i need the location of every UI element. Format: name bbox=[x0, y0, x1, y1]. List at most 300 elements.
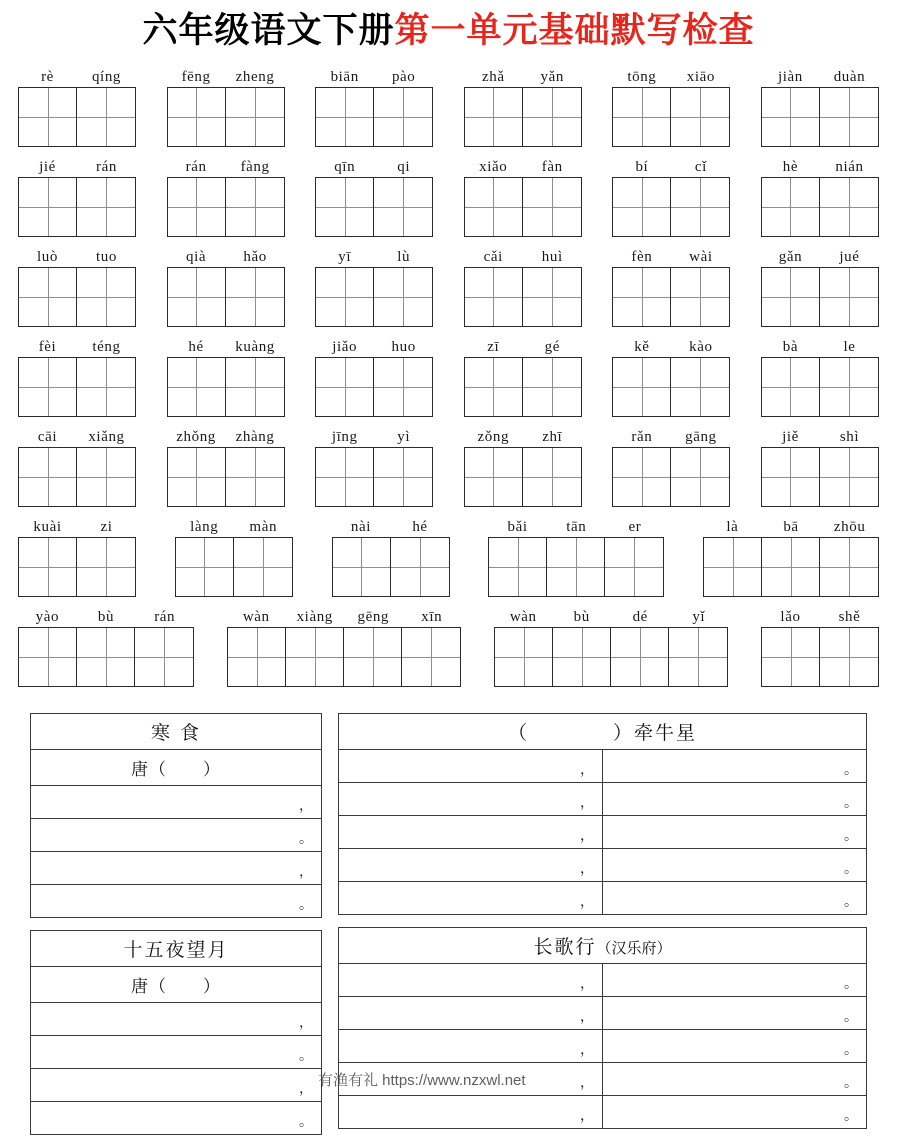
character-write-box[interactable] bbox=[19, 628, 77, 686]
pinyin-label-line bbox=[315, 246, 433, 266]
pinyin-label-line bbox=[18, 246, 136, 266]
poem-column-left bbox=[30, 713, 322, 1147]
pinyin-word-group bbox=[332, 516, 450, 597]
poem-answer-line[interactable]: ， bbox=[339, 964, 603, 997]
pinyin-label-line bbox=[761, 426, 879, 446]
pinyin-label-line bbox=[18, 426, 136, 446]
poem-answer-line[interactable]: 。 bbox=[603, 1063, 867, 1096]
pinyin-syllable: lù bbox=[397, 249, 411, 265]
pinyin-label-line bbox=[464, 246, 582, 266]
table-row bbox=[31, 819, 322, 852]
character-write-box[interactable] bbox=[613, 178, 671, 236]
character-write-box[interactable] bbox=[762, 448, 820, 506]
character-box-group[interactable] bbox=[761, 177, 879, 237]
character-box-group[interactable] bbox=[494, 627, 728, 687]
character-write-box[interactable] bbox=[19, 268, 77, 326]
pinyin-label-line bbox=[612, 426, 730, 446]
character-box-group[interactable] bbox=[612, 267, 730, 327]
character-write-box[interactable] bbox=[19, 538, 77, 596]
character-box-group[interactable] bbox=[18, 87, 136, 147]
character-box-group[interactable] bbox=[18, 267, 136, 327]
pinyin-syllable: pào bbox=[391, 69, 416, 85]
character-write-box[interactable] bbox=[19, 448, 77, 506]
character-write-box[interactable] bbox=[226, 178, 284, 236]
character-box-group[interactable] bbox=[464, 87, 582, 147]
character-write-box[interactable] bbox=[613, 448, 671, 506]
character-write-box[interactable] bbox=[671, 268, 729, 326]
character-write-box[interactable] bbox=[613, 358, 671, 416]
character-box-group[interactable] bbox=[167, 357, 285, 417]
character-box-group[interactable] bbox=[464, 447, 582, 507]
table-row bbox=[339, 750, 867, 783]
character-write-box[interactable] bbox=[77, 628, 135, 686]
pinyin-label-line bbox=[612, 246, 730, 266]
pinyin-label-line bbox=[612, 156, 730, 176]
poem-dictation-section bbox=[0, 713, 897, 1147]
poem-title-source: （汉乐府） bbox=[596, 939, 672, 957]
character-box-group[interactable] bbox=[315, 87, 433, 147]
pinyin-word-group bbox=[612, 246, 730, 327]
pinyin-word-group bbox=[18, 426, 136, 507]
pinyin-label-line bbox=[315, 336, 433, 356]
character-write-box[interactable] bbox=[523, 178, 581, 236]
character-box-group[interactable] bbox=[332, 537, 450, 597]
character-write-box[interactable] bbox=[77, 448, 135, 506]
character-write-box[interactable] bbox=[316, 178, 374, 236]
character-box-group[interactable] bbox=[18, 537, 136, 597]
character-write-box[interactable] bbox=[762, 538, 820, 596]
poem-title-changgexing bbox=[339, 928, 867, 964]
pinyin-syllable: cǎi bbox=[483, 249, 503, 265]
pinyin-row bbox=[18, 336, 879, 417]
poem-answer-line[interactable]: ， bbox=[339, 783, 603, 816]
character-write-box[interactable] bbox=[523, 448, 581, 506]
character-write-box[interactable] bbox=[762, 358, 820, 416]
pinyin-syllable: yì bbox=[397, 429, 411, 445]
character-write-box[interactable] bbox=[465, 88, 523, 146]
pinyin-label-line bbox=[315, 156, 433, 176]
table-row bbox=[31, 967, 322, 1003]
pinyin-syllable: nài bbox=[350, 519, 372, 535]
pinyin-syllable: xiāo bbox=[686, 69, 715, 85]
character-write-box[interactable] bbox=[168, 88, 226, 146]
character-box-group[interactable] bbox=[761, 357, 879, 417]
pinyin-word-group bbox=[18, 336, 136, 417]
page-title-red: 第一单元基础默写检查 bbox=[394, 10, 755, 51]
pinyin-label-line bbox=[167, 246, 285, 266]
table-row bbox=[339, 1063, 867, 1096]
pinyin-label-line bbox=[761, 606, 879, 626]
character-write-box[interactable] bbox=[820, 88, 878, 146]
pinyin-label-line bbox=[315, 426, 433, 446]
pinyin-word-group bbox=[494, 606, 728, 687]
character-box-group[interactable] bbox=[167, 267, 285, 327]
pinyin-label-line bbox=[464, 426, 582, 446]
pinyin-word-group bbox=[315, 426, 433, 507]
pinyin-label-line bbox=[761, 246, 879, 266]
pinyin-syllable: jué bbox=[839, 249, 860, 265]
pinyin-syllable: er bbox=[628, 519, 642, 535]
pinyin-syllable: tān bbox=[566, 519, 587, 535]
pinyin-syllable: wàn bbox=[509, 609, 537, 625]
character-box-group[interactable] bbox=[315, 267, 433, 327]
poem-table-shiwuye bbox=[30, 930, 322, 1135]
character-write-box[interactable] bbox=[671, 358, 729, 416]
pinyin-syllable: jīng bbox=[331, 429, 358, 445]
pinyin-syllable: zǒng bbox=[477, 429, 510, 445]
poem-answer-line[interactable]: 。 bbox=[603, 882, 867, 915]
table-row bbox=[339, 928, 867, 964]
character-write-box[interactable] bbox=[762, 178, 820, 236]
pinyin-word-group bbox=[464, 426, 582, 507]
character-write-box[interactable] bbox=[523, 358, 581, 416]
character-write-box[interactable] bbox=[226, 268, 284, 326]
character-write-box[interactable] bbox=[176, 538, 234, 596]
character-box-group[interactable] bbox=[18, 357, 136, 417]
character-write-box[interactable] bbox=[402, 628, 460, 686]
poem-title-text: 牵牛星 bbox=[634, 722, 698, 744]
table-row bbox=[31, 852, 322, 885]
pinyin-syllable: dé bbox=[632, 609, 648, 625]
character-box-group[interactable] bbox=[464, 177, 582, 237]
pinyin-syllable: rǎn bbox=[631, 429, 653, 445]
pinyin-syllable: zhōu bbox=[833, 519, 866, 535]
character-write-box[interactable] bbox=[226, 88, 284, 146]
pinyin-word-group bbox=[167, 156, 285, 237]
character-write-box[interactable] bbox=[611, 628, 669, 686]
character-write-box[interactable] bbox=[168, 358, 226, 416]
character-write-box[interactable] bbox=[762, 88, 820, 146]
page-title bbox=[0, 0, 897, 54]
character-box-group[interactable] bbox=[761, 87, 879, 147]
character-write-box[interactable] bbox=[613, 88, 671, 146]
character-box-group[interactable] bbox=[703, 537, 879, 597]
table-row bbox=[339, 816, 867, 849]
character-box-group[interactable] bbox=[18, 447, 136, 507]
poem-answer-line[interactable]: 。 bbox=[603, 849, 867, 882]
pinyin-word-group bbox=[761, 336, 879, 417]
poem-answer-line[interactable]: 。 bbox=[31, 1036, 322, 1069]
pinyin-syllable: kuàng bbox=[235, 339, 275, 355]
character-write-box[interactable] bbox=[228, 628, 286, 686]
pinyin-syllable: rán bbox=[154, 609, 176, 625]
character-write-box[interactable] bbox=[19, 358, 77, 416]
poem-answer-line[interactable]: 。 bbox=[603, 997, 867, 1030]
character-write-box[interactable] bbox=[234, 538, 292, 596]
pinyin-word-group bbox=[761, 606, 879, 687]
character-box-group[interactable] bbox=[227, 627, 461, 687]
pinyin-syllable: yǐ bbox=[692, 609, 706, 625]
character-write-box[interactable] bbox=[465, 358, 523, 416]
character-box-group[interactable] bbox=[167, 177, 285, 237]
pinyin-syllable: kě bbox=[634, 339, 650, 355]
character-write-box[interactable] bbox=[374, 358, 432, 416]
character-write-box[interactable] bbox=[316, 358, 374, 416]
pinyin-word-group bbox=[488, 516, 664, 597]
poem-author-hanshi: 唐（ ） bbox=[31, 750, 322, 786]
pinyin-word-group bbox=[167, 336, 285, 417]
pinyin-syllable: làng bbox=[190, 519, 219, 535]
character-box-group[interactable] bbox=[175, 537, 293, 597]
pinyin-syllable: tōng bbox=[627, 69, 657, 85]
character-box-group[interactable] bbox=[488, 537, 664, 597]
character-write-box[interactable] bbox=[226, 358, 284, 416]
pinyin-word-group bbox=[612, 66, 730, 147]
pinyin-label-line bbox=[488, 516, 664, 536]
poem-answer-line[interactable]: ， bbox=[339, 1030, 603, 1063]
pinyin-word-group bbox=[612, 336, 730, 417]
pinyin-label-line bbox=[167, 156, 285, 176]
character-write-box[interactable] bbox=[77, 88, 135, 146]
character-write-box[interactable] bbox=[523, 268, 581, 326]
poem-answer-line[interactable]: 。 bbox=[603, 1030, 867, 1063]
table-row bbox=[31, 885, 322, 918]
character-box-group[interactable] bbox=[18, 177, 136, 237]
pinyin-syllable: màn bbox=[249, 519, 278, 535]
character-write-box[interactable] bbox=[820, 628, 878, 686]
pinyin-syllable: hè bbox=[782, 159, 799, 175]
character-write-box[interactable] bbox=[19, 88, 77, 146]
pinyin-syllable: shì bbox=[839, 429, 860, 445]
character-box-group[interactable] bbox=[761, 627, 879, 687]
character-write-box[interactable] bbox=[135, 628, 193, 686]
pinyin-syllable: tuo bbox=[96, 249, 117, 265]
table-row bbox=[339, 1096, 867, 1129]
character-box-group[interactable] bbox=[464, 267, 582, 327]
poem-table-changgexing bbox=[338, 927, 867, 1129]
poem-answer-line[interactable]: 。 bbox=[31, 885, 322, 918]
pinyin-syllable: biān bbox=[330, 69, 359, 85]
pinyin-row bbox=[18, 606, 879, 687]
poem-answer-line[interactable]: ， bbox=[339, 816, 603, 849]
character-write-box[interactable] bbox=[613, 268, 671, 326]
pinyin-label-line bbox=[227, 606, 461, 626]
character-write-box[interactable] bbox=[523, 88, 581, 146]
poem-answer-line[interactable]: ， bbox=[339, 997, 603, 1030]
pinyin-label-line bbox=[18, 66, 136, 86]
character-write-box[interactable] bbox=[820, 448, 878, 506]
pinyin-word-group bbox=[18, 516, 136, 597]
pinyin-syllable: qià bbox=[186, 249, 207, 265]
character-box-group[interactable] bbox=[761, 267, 879, 327]
pinyin-syllable: cǐ bbox=[694, 159, 707, 175]
pinyin-syllable: shě bbox=[838, 609, 861, 625]
pinyin-word-group bbox=[18, 606, 194, 687]
character-write-box[interactable] bbox=[762, 628, 820, 686]
character-write-box[interactable] bbox=[374, 178, 432, 236]
poem-table-hanshi bbox=[30, 713, 322, 918]
character-write-box[interactable] bbox=[316, 268, 374, 326]
pinyin-syllable: téng bbox=[92, 339, 121, 355]
pinyin-label-line bbox=[464, 66, 582, 86]
pinyin-word-group bbox=[464, 66, 582, 147]
pinyin-syllable: fèi bbox=[38, 339, 57, 355]
pinyin-syllable: le bbox=[843, 339, 856, 355]
pinyin-syllable: fàn bbox=[541, 159, 563, 175]
poem-answer-line[interactable]: ， bbox=[31, 852, 322, 885]
pinyin-syllable: bù bbox=[97, 609, 115, 625]
poem-table-qianniuxing bbox=[338, 713, 867, 915]
pinyin-label-line bbox=[315, 66, 433, 86]
poem-answer-line[interactable]: ， bbox=[339, 1096, 603, 1129]
character-write-box[interactable] bbox=[605, 538, 663, 596]
character-write-box[interactable] bbox=[671, 178, 729, 236]
poem-answer-line[interactable]: 。 bbox=[31, 1102, 322, 1135]
pinyin-syllable: bā bbox=[783, 519, 799, 535]
pinyin-syllable: xiǎo bbox=[479, 159, 508, 175]
pinyin-word-group bbox=[315, 156, 433, 237]
character-box-group[interactable] bbox=[167, 447, 285, 507]
character-write-box[interactable] bbox=[286, 628, 344, 686]
table-row bbox=[31, 714, 322, 750]
pinyin-word-group bbox=[167, 426, 285, 507]
pinyin-label-line bbox=[18, 336, 136, 356]
character-box-group[interactable] bbox=[464, 357, 582, 417]
poem-answer-line[interactable]: 。 bbox=[603, 783, 867, 816]
poem-answer-line[interactable]: ， bbox=[31, 1069, 322, 1102]
pinyin-label-line bbox=[167, 66, 285, 86]
pinyin-syllable: wàn bbox=[242, 609, 270, 625]
character-write-box[interactable] bbox=[77, 178, 135, 236]
poem-answer-line[interactable]: ， bbox=[339, 849, 603, 882]
character-write-box[interactable] bbox=[820, 178, 878, 236]
character-write-box[interactable] bbox=[316, 88, 374, 146]
table-row bbox=[31, 1003, 322, 1036]
pinyin-syllable: yào bbox=[35, 609, 60, 625]
pinyin-word-group bbox=[761, 246, 879, 327]
character-write-box[interactable] bbox=[316, 448, 374, 506]
character-write-box[interactable] bbox=[489, 538, 547, 596]
pinyin-word-group bbox=[167, 66, 285, 147]
pinyin-label-line bbox=[18, 606, 194, 626]
pinyin-syllable: gǎn bbox=[778, 249, 803, 265]
pinyin-syllable: xīn bbox=[421, 609, 443, 625]
pinyin-syllable: zī bbox=[487, 339, 500, 355]
poem-answer-line[interactable]: ， bbox=[339, 1063, 603, 1096]
character-write-box[interactable] bbox=[77, 358, 135, 416]
pinyin-syllable: qīn bbox=[334, 159, 356, 175]
pinyin-word-group bbox=[761, 156, 879, 237]
character-write-box[interactable] bbox=[553, 628, 611, 686]
pinyin-syllable: jié bbox=[39, 159, 56, 175]
pinyin-row bbox=[18, 246, 879, 327]
pinyin-label-line bbox=[612, 336, 730, 356]
poem-answer-line[interactable]: ， bbox=[339, 882, 603, 915]
character-write-box[interactable] bbox=[671, 448, 729, 506]
character-write-box[interactable] bbox=[374, 448, 432, 506]
character-write-box[interactable] bbox=[465, 448, 523, 506]
character-box-group[interactable] bbox=[612, 357, 730, 417]
character-write-box[interactable] bbox=[820, 358, 878, 416]
character-box-group[interactable] bbox=[315, 357, 433, 417]
character-box-group[interactable] bbox=[761, 447, 879, 507]
table-row bbox=[339, 849, 867, 882]
character-write-box[interactable] bbox=[495, 628, 553, 686]
pinyin-syllable: huì bbox=[541, 249, 563, 265]
character-write-box[interactable] bbox=[374, 88, 432, 146]
character-box-group[interactable] bbox=[167, 87, 285, 147]
table-row bbox=[31, 1102, 322, 1135]
poem-answer-line[interactable]: ， bbox=[31, 786, 322, 819]
poem-title-qianniuxing bbox=[339, 714, 867, 750]
character-box-group[interactable] bbox=[612, 447, 730, 507]
character-write-box[interactable] bbox=[19, 178, 77, 236]
character-box-group[interactable] bbox=[612, 177, 730, 237]
pinyin-syllable: kuài bbox=[33, 519, 62, 535]
character-write-box[interactable] bbox=[671, 88, 729, 146]
poem-answer-line[interactable]: ， bbox=[31, 1003, 322, 1036]
character-write-box[interactable] bbox=[374, 268, 432, 326]
character-write-box[interactable] bbox=[465, 178, 523, 236]
pinyin-syllable: zhàng bbox=[235, 429, 275, 445]
pinyin-label-line bbox=[175, 516, 293, 536]
character-write-box[interactable] bbox=[77, 268, 135, 326]
character-write-box[interactable] bbox=[333, 538, 391, 596]
character-write-box[interactable] bbox=[168, 178, 226, 236]
poem-answer-line[interactable]: 。 bbox=[31, 819, 322, 852]
character-write-box[interactable] bbox=[168, 268, 226, 326]
pinyin-word-group bbox=[175, 516, 293, 597]
pinyin-label-line bbox=[18, 516, 136, 536]
pinyin-word-group bbox=[464, 336, 582, 417]
table-row bbox=[31, 786, 322, 819]
pinyin-syllable: bí bbox=[635, 159, 649, 175]
pinyin-word-group bbox=[167, 246, 285, 327]
pinyin-word-group bbox=[612, 156, 730, 237]
poem-answer-line[interactable]: 。 bbox=[603, 964, 867, 997]
character-write-box[interactable] bbox=[820, 268, 878, 326]
character-write-box[interactable] bbox=[77, 538, 135, 596]
character-write-box[interactable] bbox=[669, 628, 727, 686]
character-write-box[interactable] bbox=[465, 268, 523, 326]
poem-answer-line[interactable]: 。 bbox=[603, 1096, 867, 1129]
poem-answer-line[interactable]: 。 bbox=[603, 750, 867, 783]
character-box-group[interactable] bbox=[315, 447, 433, 507]
character-write-box[interactable] bbox=[704, 538, 762, 596]
pinyin-word-group bbox=[315, 336, 433, 417]
pinyin-syllable: yī bbox=[338, 249, 352, 265]
character-box-group[interactable] bbox=[612, 87, 730, 147]
pinyin-syllable: rán bbox=[96, 159, 117, 175]
pinyin-syllable: hé bbox=[188, 339, 204, 355]
table-row bbox=[339, 1030, 867, 1063]
character-box-group[interactable] bbox=[315, 177, 433, 237]
character-write-box[interactable] bbox=[820, 538, 878, 596]
pinyin-syllable: xiàng bbox=[296, 609, 333, 625]
pinyin-word-group bbox=[464, 246, 582, 327]
pinyin-row bbox=[18, 156, 879, 237]
character-box-group[interactable] bbox=[18, 627, 194, 687]
character-write-box[interactable] bbox=[547, 538, 605, 596]
character-write-box[interactable] bbox=[344, 628, 402, 686]
character-write-box[interactable] bbox=[168, 448, 226, 506]
pinyin-word-group bbox=[18, 246, 136, 327]
pinyin-row bbox=[18, 66, 879, 147]
poem-title-blank: （ ） bbox=[507, 722, 634, 744]
table-row bbox=[339, 783, 867, 816]
poem-answer-line[interactable]: 。 bbox=[603, 816, 867, 849]
pinyin-syllable: hǎo bbox=[243, 249, 267, 265]
poem-answer-line[interactable]: ， bbox=[339, 750, 603, 783]
pinyin-syllable: wài bbox=[689, 249, 713, 265]
character-write-box[interactable] bbox=[762, 268, 820, 326]
pinyin-syllable: yǎn bbox=[540, 69, 565, 85]
pinyin-syllable: zi bbox=[100, 519, 113, 535]
character-write-box[interactable] bbox=[226, 448, 284, 506]
character-write-box[interactable] bbox=[391, 538, 449, 596]
table-row bbox=[31, 931, 322, 967]
pinyin-label-line bbox=[332, 516, 450, 536]
